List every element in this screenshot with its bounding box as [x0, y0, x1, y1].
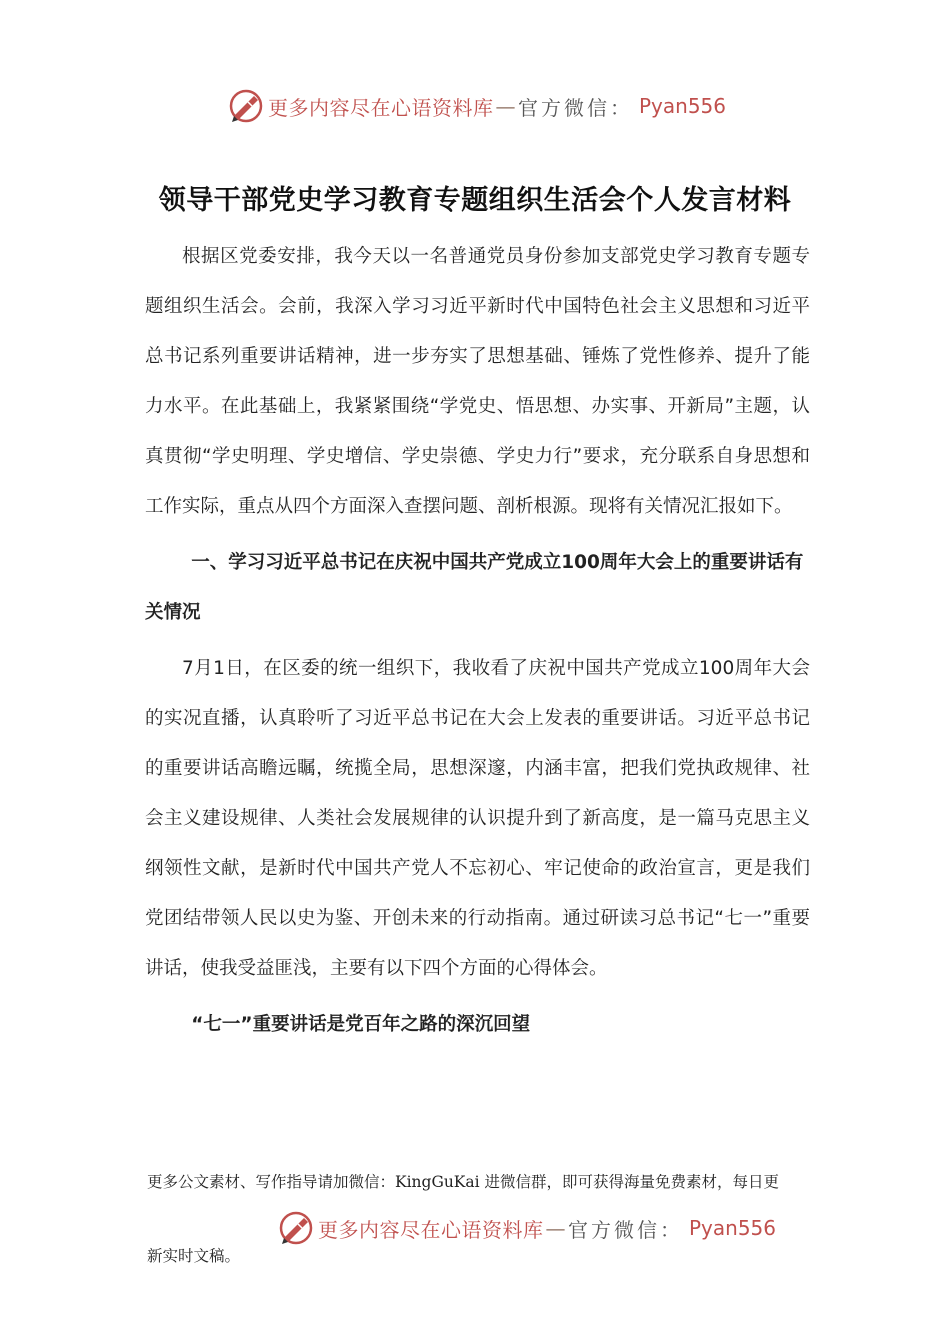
footer-banner-official: 官方微信： [568, 1217, 683, 1242]
pen-logo-icon [228, 88, 264, 124]
banner-official: 官方微信： [518, 95, 633, 120]
document-body [145, 232, 810, 1050]
banner-separator: — [495, 94, 516, 118]
header-banner [228, 86, 726, 126]
footer-note-line2: 新实时文稿。 [147, 1247, 241, 1265]
footer-banner-text: 更多内容尽在心语资料库 [318, 1217, 544, 1242]
section-subheading-1: “七一”重要讲话是党百年之路的深沉回望 [191, 1014, 531, 1035]
banner-text: 更多内容尽在心语资料库 [268, 95, 494, 120]
banner-wechat-id: Pyan556 [639, 94, 727, 118]
pen-logo-icon [278, 1210, 314, 1246]
paragraph-july-first: 7月1日，在区委的统一组织下，我收看了庆祝中国共产党成立100周年大会的实况直播，认真聆听了习近平总书记在大会上发表的重要讲话。习近平总书记的重要讲话高瞻远瞩，统揽全局，思想深邃，内涵丰富，把我们党执政规律、社会主义建设规律、人类社会发展规律的认识提升到了新高度，是一篇马克思主义纲领性文献，是新时代中国共产党人不忘初心、牢记使命的政治宣言，更是我们党团结带领人民以史为鉴、开创未来的行动指南。通过研读习总书记“七一”重要讲话，使我受益匪浅，主要有以下四个方面的心得体会。 [145, 658, 810, 979]
footer-note-line1: 更多公文素材、写作指导请加微信：KingGuKai 进微信群，即可获得海量免费素材，每日更 [147, 1173, 780, 1191]
page-title: 领导干部党史学习教育专题组织生活会个人发言材料 [158, 185, 792, 216]
footer-banner [278, 1208, 776, 1248]
footer-banner-separator: — [545, 1216, 566, 1240]
paragraph-intro: 根据区党委安排，我今天以一名普通党员身份参加支部党史学习教育专题专题组织生活会。会前，我深入学习习近平新时代中国特色社会主义思想和习近平总书记系列重要讲话精神，进一步夯实了思想基础、锤炼了党性修养、提升了能力水平。在此基础上，我紧紧围绕“学党史、悟思想、办实事、开新局”主题，认真贯彻“学史明理、学史增信、学史崇德、学史力行”要求，充分联系自身思想和工作实际，重点从四个方面深入查摆问题、剖析根源。现将有关情况汇报如下。 [145, 246, 810, 517]
section-heading-1: 一、学习习近平总书记在庆祝中国共产党成立100周年大会上的重要讲话有关情况 [145, 552, 804, 623]
footer-banner-wechat-id: Pyan556 [689, 1216, 777, 1240]
